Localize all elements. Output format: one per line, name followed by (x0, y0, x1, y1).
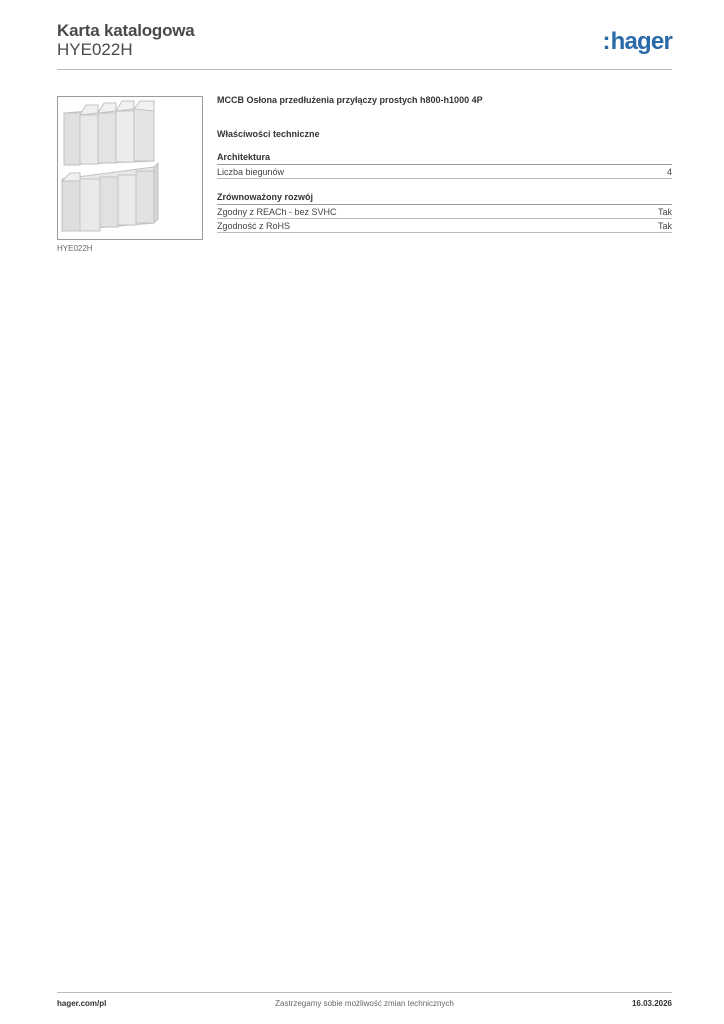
property-value: 4 (666, 167, 672, 177)
product-details (217, 95, 672, 233)
group-title: Zrównoważony rozwój (217, 192, 672, 205)
page-footer (57, 992, 672, 1008)
property-label: Zgodny z REACh - bez SVHC (217, 207, 337, 217)
property-label: Liczba biegunów (217, 167, 285, 177)
logo-dots-icon: : (602, 28, 610, 55)
product-image (58, 97, 202, 239)
property-group-sustainability (217, 192, 672, 233)
property-row (217, 219, 672, 233)
property-value: Tak (657, 207, 672, 217)
page-header (57, 20, 672, 70)
property-row (217, 165, 672, 179)
product-description: MCCB Osłona przedłużenia przyłączy prostych h800-h1000 4P (217, 95, 483, 105)
group-title: Architektura (217, 152, 672, 165)
product-image-frame (57, 96, 203, 240)
property-value: Tak (657, 221, 672, 231)
lower-cover-icon (62, 163, 158, 231)
property-group-architecture (217, 152, 672, 179)
product-code: HYE022H (57, 40, 133, 59)
property-label: Zgodność z RoHS (217, 221, 291, 231)
footer-date: 16.03.2026 (631, 999, 672, 1008)
hager-logo (602, 28, 672, 56)
technical-properties-heading: Właściwości techniczne (217, 129, 320, 139)
image-caption: HYE022H (57, 244, 93, 253)
footer-website: hager.com/pl (57, 999, 107, 1008)
property-row (217, 205, 672, 219)
footer-disclaimer: Zastrzegamy sobie możliwość zmian technicznych (275, 999, 454, 1008)
logo-text: hager (610, 28, 672, 55)
document-title: Karta katalogowa (57, 21, 195, 40)
upper-cover-icon (64, 101, 154, 165)
